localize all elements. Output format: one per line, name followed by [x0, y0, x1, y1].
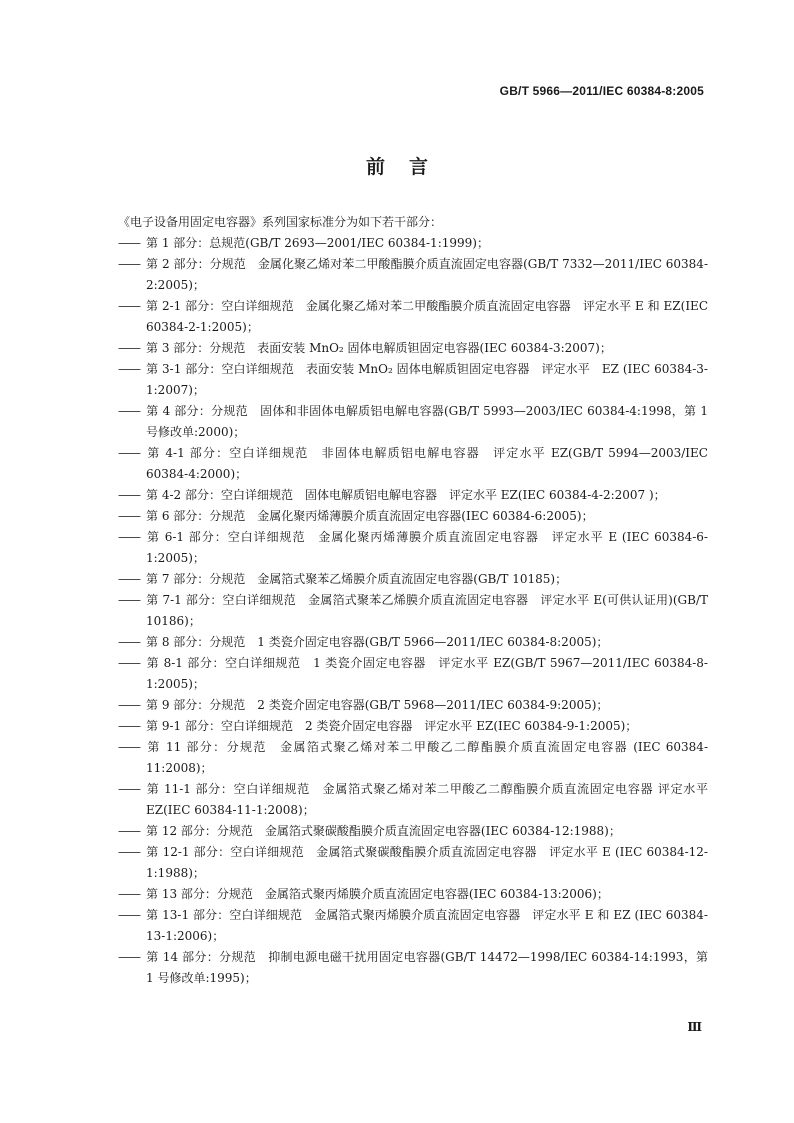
dash-marker: ——	[118, 635, 140, 649]
list-item-text: 第 11 部分：分规范 金属箔式聚乙烯对苯二甲酸乙二醇酯膜介质直流固定电容器 (IEC 60384-11:2008)；	[146, 740, 708, 775]
list-item	[118, 905, 708, 947]
list-item	[118, 653, 708, 695]
dash-marker: ——	[118, 257, 140, 271]
list-item-text: 第 6 部分：分规范 金属化聚丙烯薄膜介质直流固定电容器(IEC 60384-6:2005)；	[146, 509, 594, 523]
dash-marker: ——	[118, 782, 140, 796]
dash-marker: ——	[118, 719, 140, 733]
list-item	[118, 401, 708, 443]
list-item-text: 第 7 部分：分规范 金属箔式聚苯乙烯膜介质直流固定电容器(GB/T 10185)；	[146, 572, 568, 586]
list-item	[118, 842, 708, 884]
list-item	[118, 527, 708, 569]
list-item-text: 第 12-1 部分：空白详细规范 金属箔式聚碳酸酯膜介质直流固定电容器 评定水平 E (IEC 60384-12-1:1988)；	[146, 845, 708, 880]
page-title: 前言	[365, 156, 452, 178]
dash-marker: ——	[118, 572, 140, 586]
list-item-text: 第 11-1 部分：空白详细规范 金属箔式聚乙烯对苯二甲酸乙二醇酯膜介质直流固定电容器 评定水平 EZ(IEC 60384-11-1:2008)；	[146, 782, 708, 817]
list-item-text: 第 3 部分：分规范 表面安装 MnO₂ 固体电解质钽固定电容器(IEC 60384-3:2007)；	[146, 341, 612, 355]
list-item	[118, 338, 708, 359]
list-item	[118, 506, 708, 527]
dash-marker: ——	[118, 509, 140, 523]
list-item-text: 第 1 部分：总规范(GB/T 2693—2001/IEC 60384-1:1999)；	[146, 236, 489, 250]
dash-marker: ——	[118, 362, 140, 376]
list-item-text: 第 6-1 部分：空白详细规范 金属化聚丙烯薄膜介质直流固定电容器 评定水平 E (IEC 60384-6-1:2005)；	[146, 530, 708, 565]
list-item	[118, 485, 708, 506]
list-item-text: 第 7-1 部分：空白详细规范 金属箔式聚苯乙烯膜介质直流固定电容器 评定水平 E(可供认证用)(GB/T 10186)；	[146, 593, 708, 628]
list-item	[118, 947, 708, 989]
list-item-text: 第 2-1 部分：空白详细规范 金属化聚乙烯对苯二甲酸酯膜介质直流固定电容器 评定水平 E 和 EZ(IEC 60384-2-1:2005)；	[146, 299, 708, 334]
dash-marker: ——	[118, 656, 140, 670]
list-item	[118, 233, 708, 254]
list-item	[118, 569, 708, 590]
dash-marker: ——	[118, 740, 140, 754]
list-item	[118, 695, 708, 716]
list-item-text: 第 4 部分：分规范 固体和非固体电解质铝电解电容器(GB/T 5993—2003/IEC 60384-4:1998，第 1 号修改单:2000)；	[146, 404, 708, 439]
list-item	[118, 821, 708, 842]
list-item-text: 第 8 部分：分规范 1 类瓷介固定电容器(GB/T 5966—2011/IEC 60384-8:2005)；	[146, 635, 609, 649]
dash-marker: ——	[118, 341, 140, 355]
intro-paragraph: 《电子设备用固定电容器》系列国家标准分为如下若干部分：	[118, 215, 443, 229]
list-item-text: 第 12 部分：分规范 金属箔式聚碳酸酯膜介质直流固定电容器(IEC 60384-12:1988)；	[146, 824, 621, 838]
list-item	[118, 779, 708, 821]
list-item	[118, 716, 708, 737]
list-item	[118, 443, 708, 485]
list-item	[118, 590, 708, 632]
dash-marker: ——	[118, 887, 140, 901]
list-item-text: 第 13 部分：分规范 金属箔式聚丙烯膜介质直流固定电容器(IEC 60384-13:2006)；	[146, 887, 609, 901]
list-item-text: 第 9 部分：分规范 2 类瓷介固定电容器(GB/T 5968—2011/IEC 60384-9:2005)；	[146, 698, 609, 712]
dash-marker: ——	[118, 404, 140, 418]
dash-marker: ——	[118, 446, 140, 460]
dash-marker: ——	[118, 845, 140, 859]
dash-marker: ——	[118, 950, 140, 964]
list-item	[118, 737, 708, 779]
page-number: Ⅲ	[687, 1020, 702, 1034]
list-item-text: 第 13-1 部分：空白详细规范 金属箔式聚丙烯膜介质直流固定电容器 评定水平 E 和 EZ (IEC 60384-13-1:2006)；	[146, 908, 708, 943]
list-item-text: 第 9-1 部分：空白详细规范 2 类瓷介固定电容器 评定水平 EZ(IEC 60384-9-1:2005)；	[146, 719, 638, 733]
dash-marker: ——	[118, 908, 140, 922]
list-item	[118, 254, 708, 296]
dash-marker: ——	[118, 299, 140, 313]
dash-marker: ——	[118, 698, 140, 712]
list-item	[118, 359, 708, 401]
list-item	[118, 884, 708, 905]
dash-marker: ——	[118, 530, 140, 544]
list-item-text: 第 8-1 部分：空白详细规范 1 类瓷介固定电容器 评定水平 EZ(GB/T 5967—2011/IEC 60384-8-1:2005)；	[146, 656, 708, 691]
dash-marker: ——	[118, 236, 140, 250]
list-item	[118, 632, 708, 653]
list-item-text: 第 2 部分：分规范 金属化聚乙烯对苯二甲酸酯膜介质直流固定电容器(GB/T 7332—2011/IEC 60384-2:2005)；	[146, 257, 708, 292]
list-item-text: 第 14 部分：分规范 抑制电源电磁干扰用固定电容器(GB/T 14472—1998/IEC 60384-14:1993，第 1 号修改单:1995)；	[146, 950, 708, 985]
part-list	[118, 233, 708, 989]
list-item-text: 第 4-2 部分：空白详细规范 固体电解质铝电解电容器 评定水平 EZ(IEC 60384-4-2:2007 )；	[146, 488, 666, 502]
list-item-text: 第 3-1 部分：空白详细规范 表面安装 MnO₂ 固体电解质钽固定电容器 评定水平 EZ (IEC 60384-3-1:2007)；	[146, 362, 708, 397]
list-item-text: 第 4-1 部分：空白详细规范 非固体电解质铝电解电容器 评定水平 EZ(GB/T 5994—2003/IEC 60384-4:2000)；	[146, 446, 708, 481]
document-body	[118, 212, 708, 989]
dash-marker: ——	[118, 488, 140, 502]
standard-code-header: GB/T 5966—2011/IEC 60384-8:2005	[499, 84, 704, 98]
list-item	[118, 296, 708, 338]
dash-marker: ——	[118, 824, 140, 838]
dash-marker: ——	[118, 593, 140, 607]
